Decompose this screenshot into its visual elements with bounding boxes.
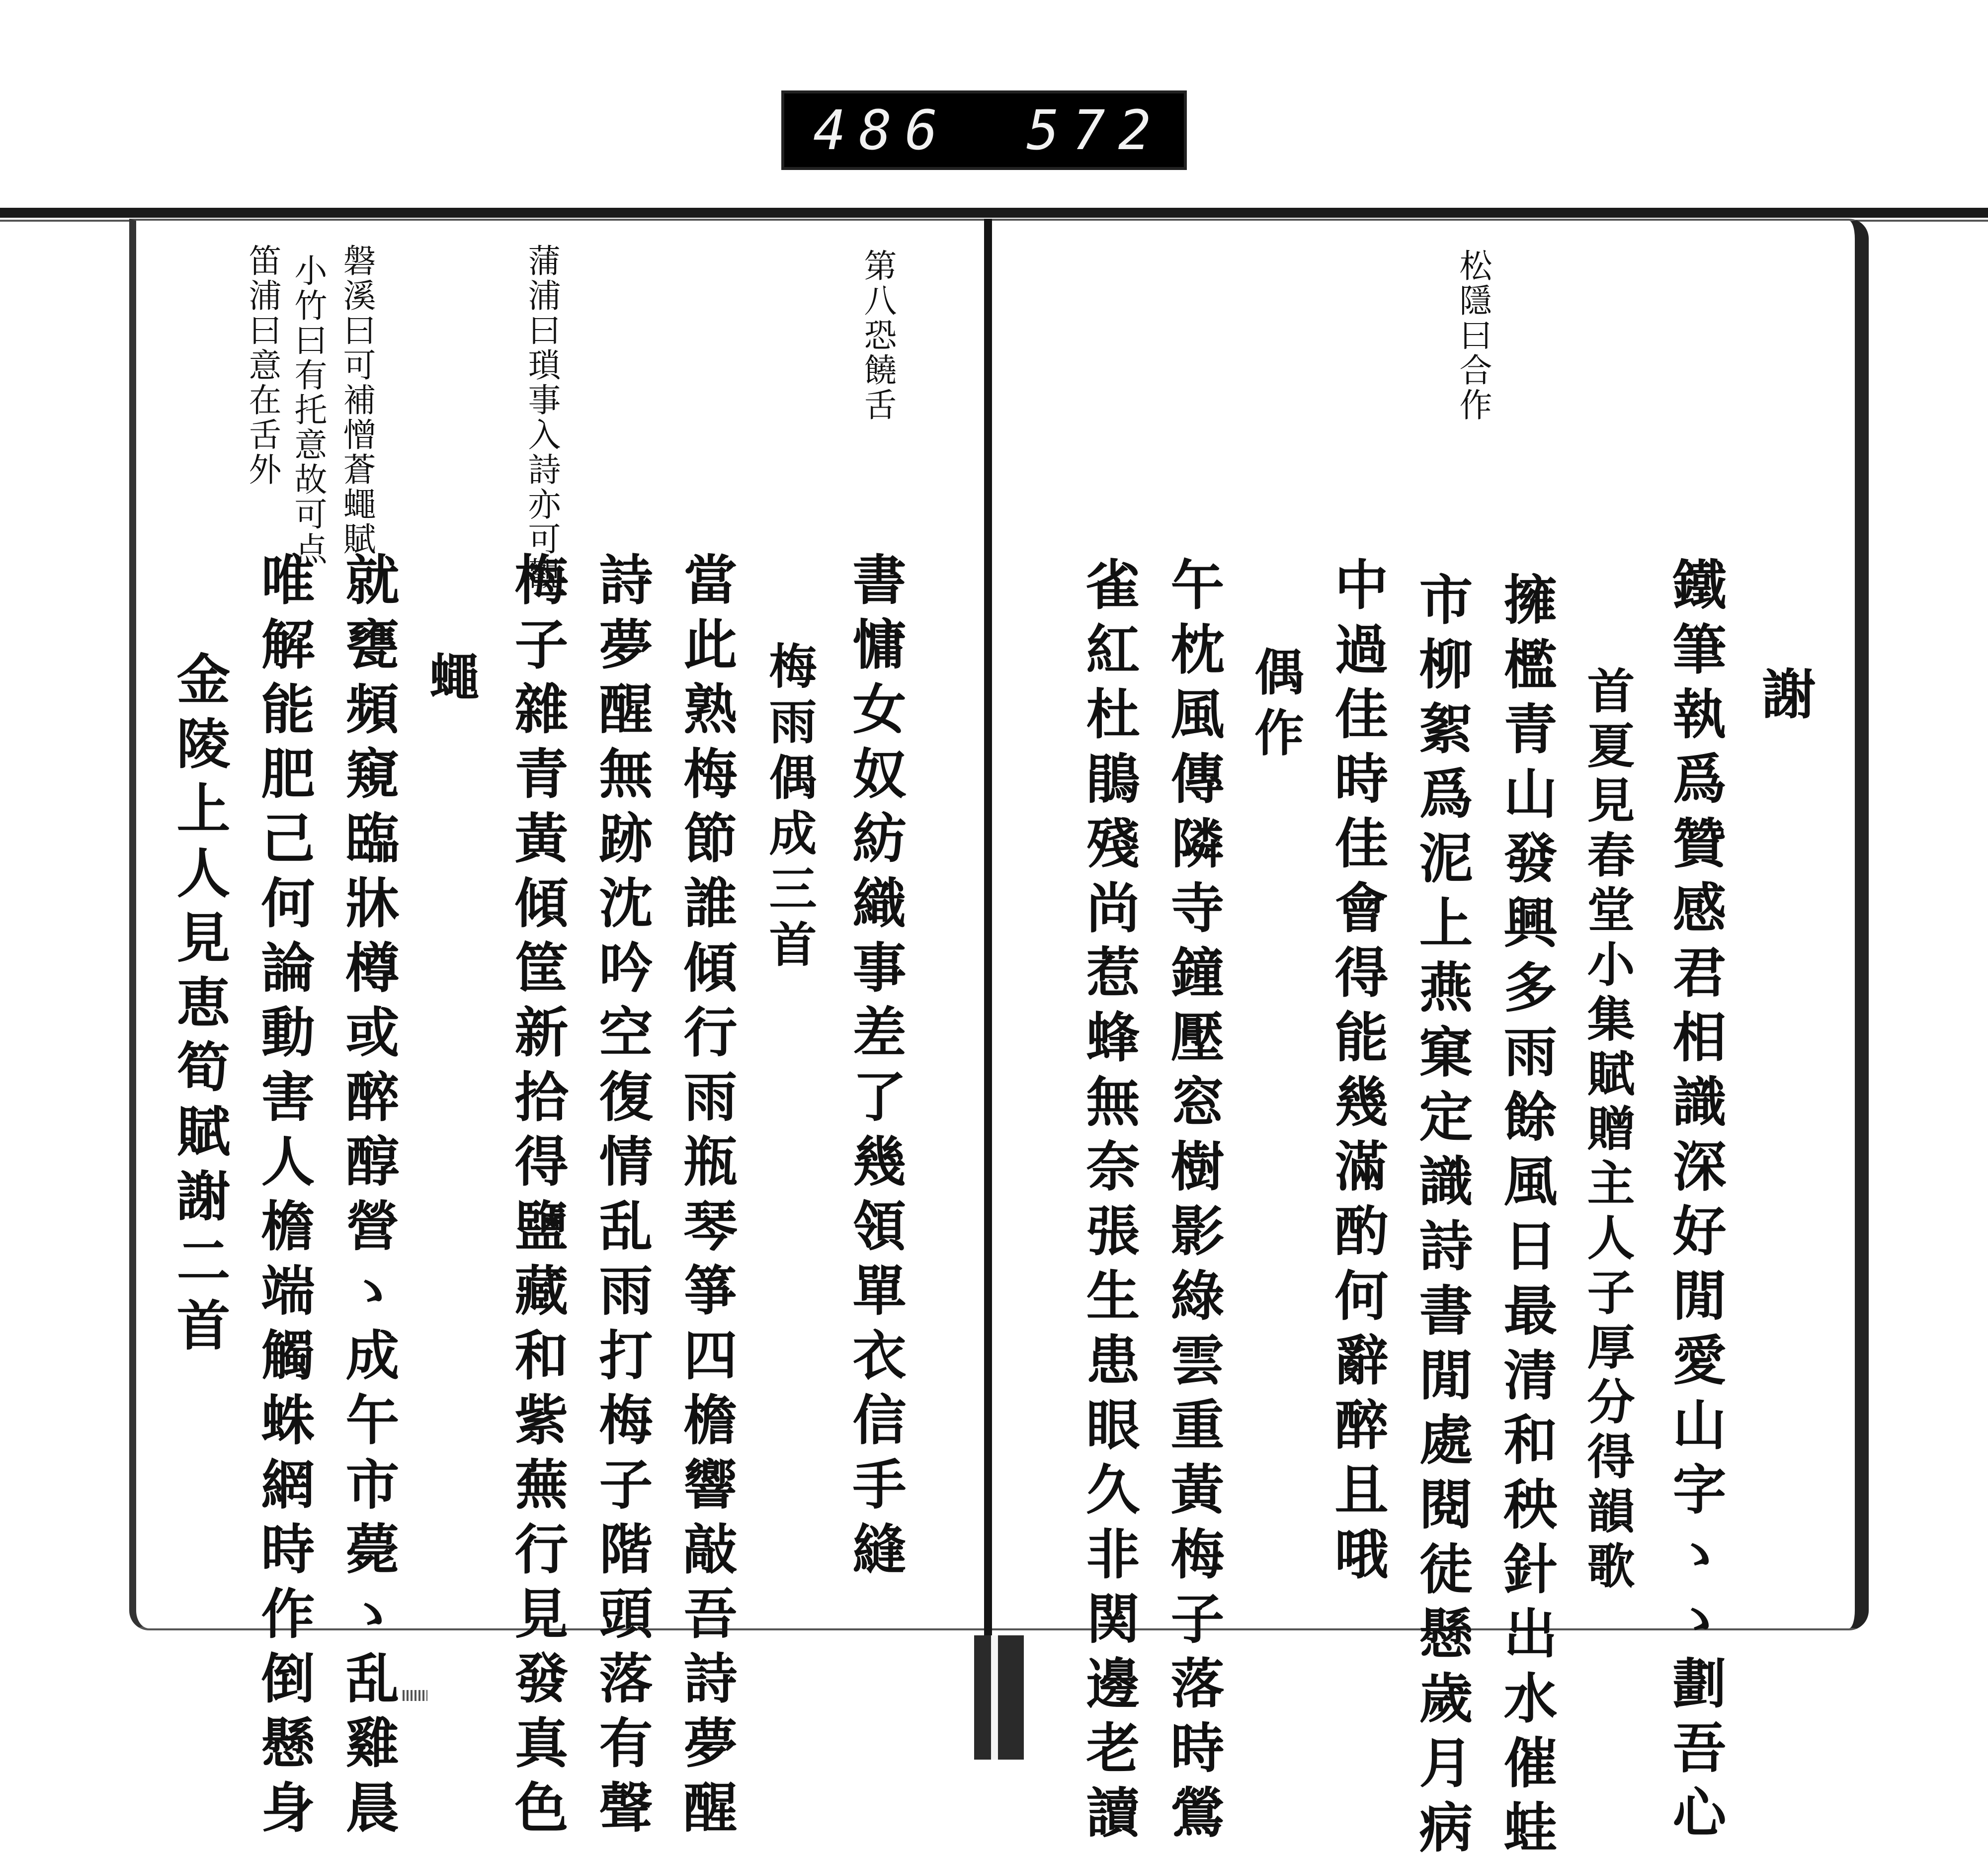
top-border-rule: [0, 208, 1988, 218]
left-annotation-4: 小竹曰有托意故可点: [289, 254, 327, 567]
left-annotation-3: 磐溪曰可補憎蒼蠅賦: [337, 244, 376, 557]
frame-number-left: 486: [813, 98, 951, 162]
right-column-7: 偶作: [1246, 646, 1305, 767]
right-column-3: 首夏見春堂小集賦贈主人子厚分得韻歌: [1579, 666, 1636, 1596]
left-column-6: 蠅: [421, 651, 480, 712]
scan-specks: [403, 1690, 427, 1701]
gutter-binding: [974, 1635, 1024, 1760]
right-column-4: 擁檻青山發興多雨餘風日最清和秧針出水催蛙: [1494, 572, 1557, 1864]
right-column-8: 午枕風傳隣寺鐘壓窓樹影綠雲重黃梅子落時鶯: [1161, 557, 1224, 1849]
right-column-1: 謝: [1753, 666, 1816, 731]
left-column-3: 當此熟梅節誰傾行雨瓶琴箏四檐響敲吾詩夢醒: [674, 552, 737, 1844]
left-column-9: 金陵上人見恵筍賦謝二首: [167, 651, 230, 1362]
right-page-annotation: 松隱曰合作: [1454, 249, 1492, 423]
right-column-5: 市柳絮爲泥上燕窠定識詩書閒處閱徒懸歲月病: [1410, 572, 1473, 1864]
left-annotation-5: 笛浦曰意在舌外: [243, 244, 281, 487]
right-column-9: 雀紅杜鵑殘尚惹蜂無奈張生患眼久非関邊老讀: [1077, 557, 1140, 1849]
frame-number-right: 572: [1026, 98, 1164, 162]
left-column-1: 書慵女奴紡織事差了幾領單衣信手縫: [843, 552, 906, 1586]
left-column-5: 梅子雜青黃傾筐新拾得鹽藏和紫蕪行見發真色: [505, 552, 568, 1844]
film-frame-label: [781, 90, 1187, 170]
right-column-2: 鐵筆執爲贊感君相識深好閒愛山字ゝゝ劃吾心: [1663, 557, 1726, 1849]
left-column-4: 詩夢醒無跡沈吟空復情乱雨打梅子階頭落有聲: [590, 552, 653, 1844]
left-column-8: 唯解能肥己何論動害人檐端觸蛛網時作倒懸身: [252, 552, 315, 1844]
right-column-6: 中過佳時佳會得能幾滿酌何辭醉且哦: [1325, 557, 1388, 1591]
left-column-2: 梅雨偶成三首: [761, 641, 818, 975]
left-annotation-2: 蒲浦曰瑣事入詩亦可觀: [522, 244, 561, 592]
left-column-7: 就甕頻窺臨牀樽或醉醇營ゝ成午市薨ゝ乱雞晨: [336, 552, 399, 1844]
left-annotation-1: 第八恐饒舌: [858, 249, 897, 423]
book-gutter: [984, 219, 992, 1650]
